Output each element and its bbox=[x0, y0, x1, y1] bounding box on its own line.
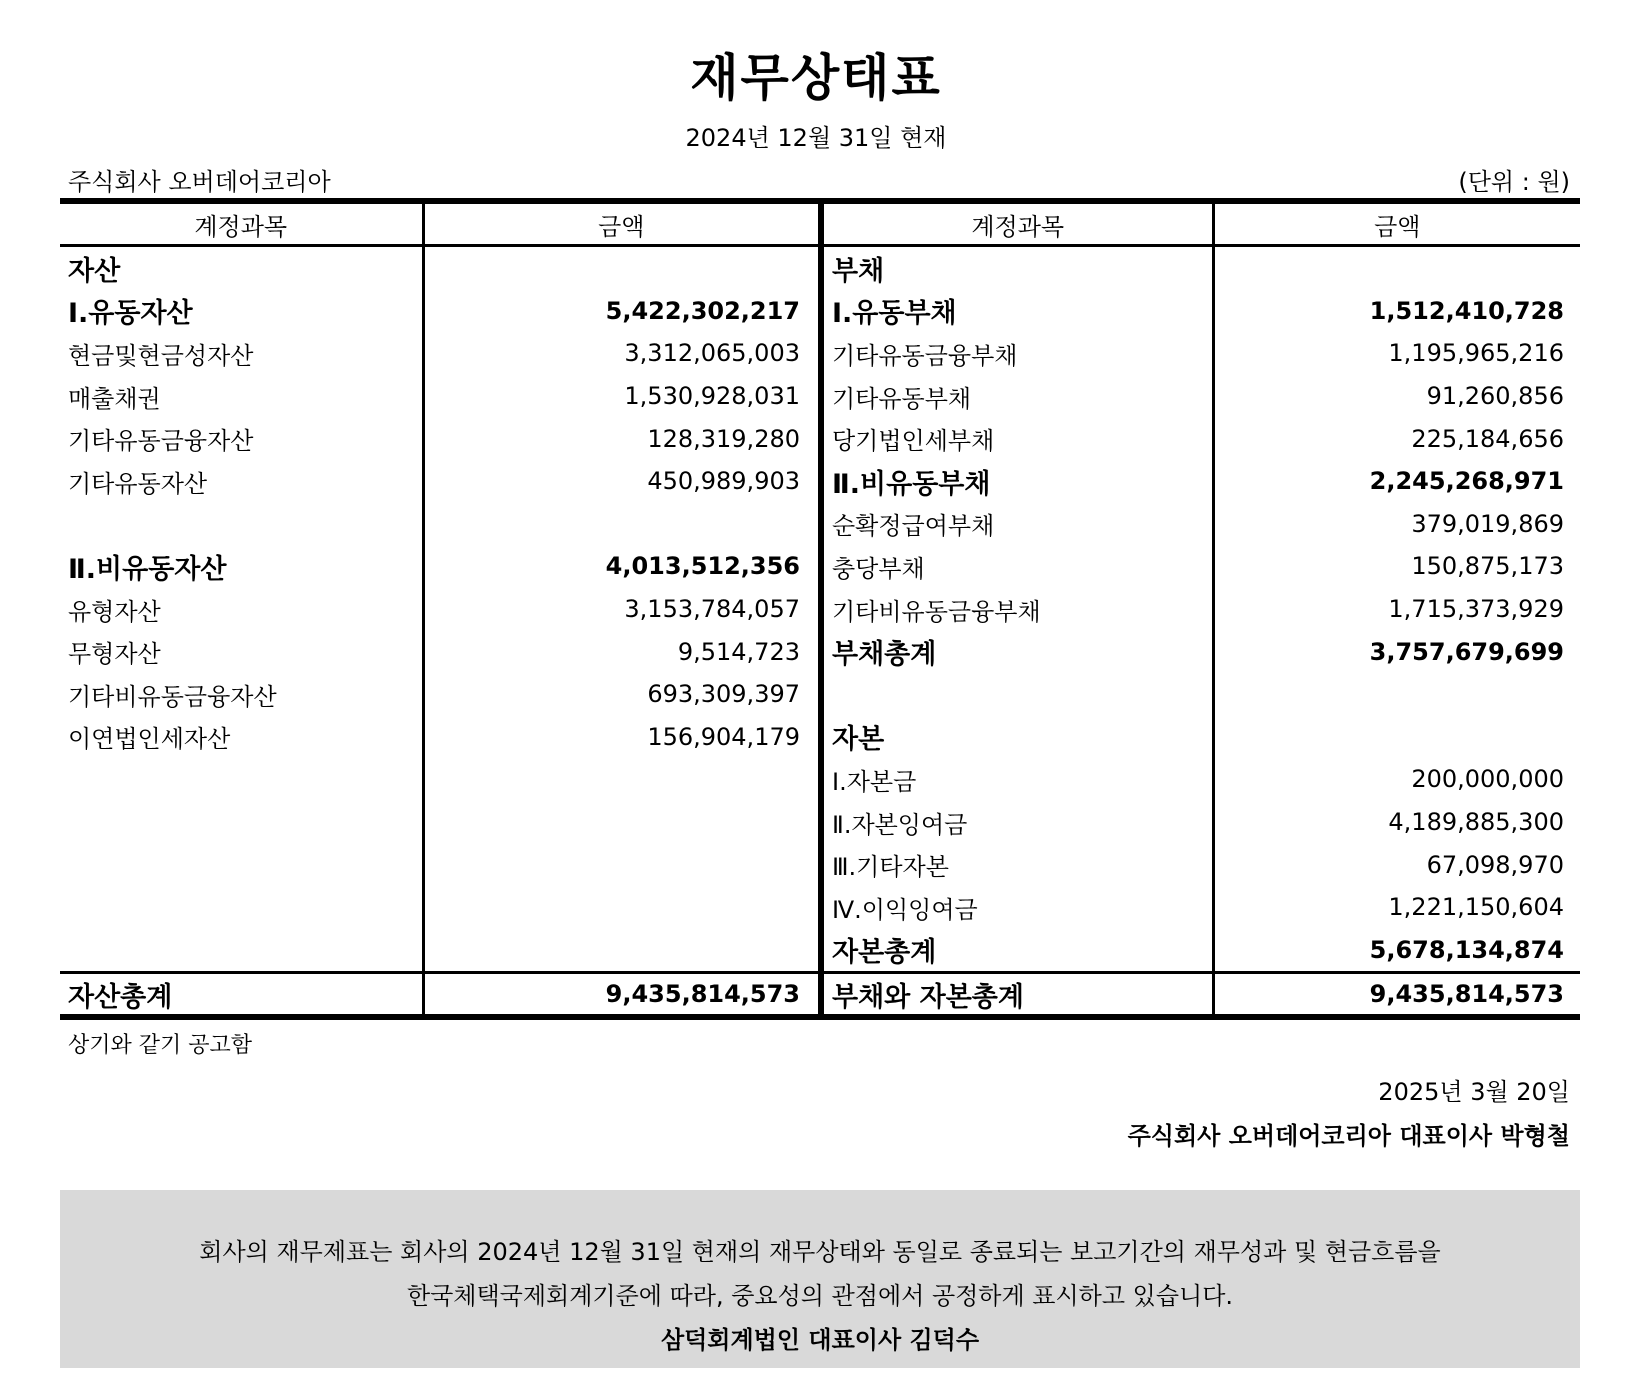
account-label: 기타유동금융자산 bbox=[60, 417, 423, 460]
account-label: Ⅳ.이익잉여금 bbox=[821, 886, 1213, 929]
total-assets-amount: 9,435,814,573 bbox=[423, 973, 821, 1018]
account-label: 부채총계 bbox=[821, 630, 1213, 673]
account-label bbox=[821, 673, 1213, 716]
amount-cell: 1,715,373,929 bbox=[1388, 595, 1564, 624]
account-label: 현금및현금성자산 bbox=[60, 332, 423, 375]
header-left-amount: 금액 bbox=[423, 201, 821, 246]
amount-cell: 1,195,965,216 bbox=[1388, 339, 1564, 368]
table-row bbox=[60, 716, 1580, 759]
announcement-date: 2025년 3월 20일 bbox=[1378, 1078, 1570, 1106]
amount-cell bbox=[423, 758, 821, 801]
table-row bbox=[60, 843, 1580, 886]
amount-cell bbox=[423, 246, 821, 290]
announcement-note: 상기와 같기 공고함 bbox=[68, 1033, 253, 1058]
account-label: 이연법인세자산 bbox=[60, 716, 423, 759]
amount-cell: 91,260,856 bbox=[1426, 382, 1564, 411]
amount-cell: 379,019,869 bbox=[1411, 509, 1564, 538]
amount-cell: 3,312,065,003 bbox=[423, 332, 821, 375]
account-label: Ⅰ.유동부채 bbox=[821, 290, 1213, 333]
amount-cell bbox=[423, 886, 821, 929]
amount-cell: 1,530,928,031 bbox=[423, 375, 821, 418]
amount-cell: 128,319,280 bbox=[423, 417, 821, 460]
account-label: Ⅰ.유동자산 bbox=[60, 290, 423, 333]
table-row bbox=[60, 588, 1580, 631]
account-label bbox=[60, 503, 423, 546]
table-row bbox=[60, 375, 1580, 418]
account-label bbox=[60, 801, 423, 844]
table-row bbox=[60, 545, 1580, 588]
amount-cell: 5,422,302,217 bbox=[423, 290, 821, 333]
amount-cell: 3,757,679,699 bbox=[1369, 637, 1564, 666]
account-label: 기타유동금융부채 bbox=[821, 332, 1213, 375]
amount-cell: 1,512,410,728 bbox=[1369, 296, 1564, 325]
ceo-signature: 주식회사 오버데어코리아 대표이사 박형철 bbox=[1127, 1122, 1570, 1150]
table-row bbox=[60, 417, 1580, 460]
account-label: Ⅱ.자본잉여금 bbox=[821, 801, 1213, 844]
company-name: 주식회사 오버데어코리아 bbox=[68, 168, 331, 196]
amount-cell: 1,221,150,604 bbox=[1388, 893, 1564, 922]
account-label: 매출채권 bbox=[60, 375, 423, 418]
amount-cell: 4,189,885,300 bbox=[1388, 808, 1564, 837]
table-row bbox=[60, 503, 1580, 546]
table-row bbox=[60, 801, 1580, 844]
amount-cell bbox=[1213, 246, 1580, 290]
amount-cell: 156,904,179 bbox=[423, 716, 821, 759]
amount-cell: 2,245,268,971 bbox=[1369, 467, 1564, 496]
amount-cell: 9,514,723 bbox=[423, 630, 821, 673]
amount-cell bbox=[423, 503, 821, 546]
section-assets: 자산 bbox=[60, 246, 423, 290]
table-row bbox=[60, 630, 1580, 673]
header-right-account: 계정과목 bbox=[821, 201, 1213, 246]
header-right-amount: 금액 bbox=[1213, 201, 1580, 246]
amount-cell: 693,309,397 bbox=[423, 673, 821, 716]
account-label bbox=[60, 758, 423, 801]
account-label: 기타비유동금융자산 bbox=[60, 673, 423, 716]
account-label: Ⅱ.비유동부채 bbox=[821, 460, 1213, 503]
total-liabilities-equity-label: 부채와 자본총계 bbox=[821, 973, 1213, 1018]
amount-cell: 4,013,512,356 bbox=[423, 545, 821, 588]
table-row bbox=[60, 290, 1580, 333]
report-date-subtitle: 2024년 12월 31일 현재 bbox=[685, 124, 947, 152]
amount-cell: 5,678,134,874 bbox=[1369, 935, 1564, 964]
table-row bbox=[60, 332, 1580, 375]
account-label: Ⅰ.자본금 bbox=[821, 758, 1213, 801]
totals-row bbox=[60, 973, 1580, 1018]
amount-cell bbox=[423, 801, 821, 844]
account-label: 순확정급여부채 bbox=[821, 503, 1213, 546]
table-row bbox=[60, 246, 1580, 290]
auditor-opinion-line: 회사의 재무제표는 회사의 2024년 12월 31일 현재의 재무상태와 동일로 종료되는 보고기간의 재무성과 및 현금흐름을 bbox=[199, 1238, 1441, 1266]
account-label bbox=[60, 886, 423, 929]
page-title: 재무상태표 bbox=[690, 49, 942, 107]
amount-cell: 150,875,173 bbox=[1411, 552, 1564, 581]
table-row bbox=[60, 929, 1580, 973]
total-assets-label: 자산총계 bbox=[60, 973, 423, 1018]
account-label: 기타유동자산 bbox=[60, 460, 423, 503]
table-row bbox=[60, 886, 1580, 929]
table-row bbox=[60, 673, 1580, 716]
header-left-account: 계정과목 bbox=[60, 201, 423, 246]
unit-label: (단위 : 원) bbox=[1458, 168, 1570, 196]
table-header-row bbox=[60, 201, 1580, 246]
account-label: 기타유동부채 bbox=[821, 375, 1213, 418]
account-label: Ⅲ.기타자본 bbox=[821, 843, 1213, 886]
balance-sheet-table bbox=[60, 198, 1580, 1020]
auditor-signature: 삼덕회계법인 대표이사 김덕수 bbox=[660, 1326, 980, 1354]
account-label bbox=[60, 843, 423, 886]
auditor-opinion-line: 한국체택국제회계기준에 따라, 중요성의 관점에서 공정하게 표시하고 있습니다. bbox=[406, 1282, 1234, 1310]
account-label: 무형자산 bbox=[60, 630, 423, 673]
amount-cell bbox=[423, 929, 821, 973]
table-row bbox=[60, 460, 1580, 503]
auditor-opinion-box bbox=[60, 1190, 1580, 1368]
account-label: Ⅱ.비유동자산 bbox=[60, 545, 423, 588]
amount-cell: 200,000,000 bbox=[1411, 765, 1564, 794]
account-label: 유형자산 bbox=[60, 588, 423, 631]
account-label: 충당부채 bbox=[821, 545, 1213, 588]
amount-cell: 3,153,784,057 bbox=[423, 588, 821, 631]
amount-cell: 450,989,903 bbox=[423, 460, 821, 503]
amount-cell: 225,184,656 bbox=[1411, 424, 1564, 453]
table-row bbox=[60, 758, 1580, 801]
section-equity: 자본 bbox=[821, 716, 1213, 759]
section-liabilities: 부채 bbox=[821, 246, 1213, 290]
total-liabilities-equity-amount: 9,435,814,573 bbox=[1213, 973, 1580, 1018]
account-label: 당기법인세부채 bbox=[821, 417, 1213, 460]
account-label: 자본총계 bbox=[821, 929, 1213, 973]
amount-cell bbox=[423, 843, 821, 886]
amount-cell: 67,098,970 bbox=[1426, 850, 1564, 879]
account-label: 기타비유동금융부채 bbox=[821, 588, 1213, 631]
account-label bbox=[60, 929, 423, 973]
amount-cell bbox=[1213, 716, 1580, 759]
amount-cell bbox=[1213, 673, 1580, 716]
